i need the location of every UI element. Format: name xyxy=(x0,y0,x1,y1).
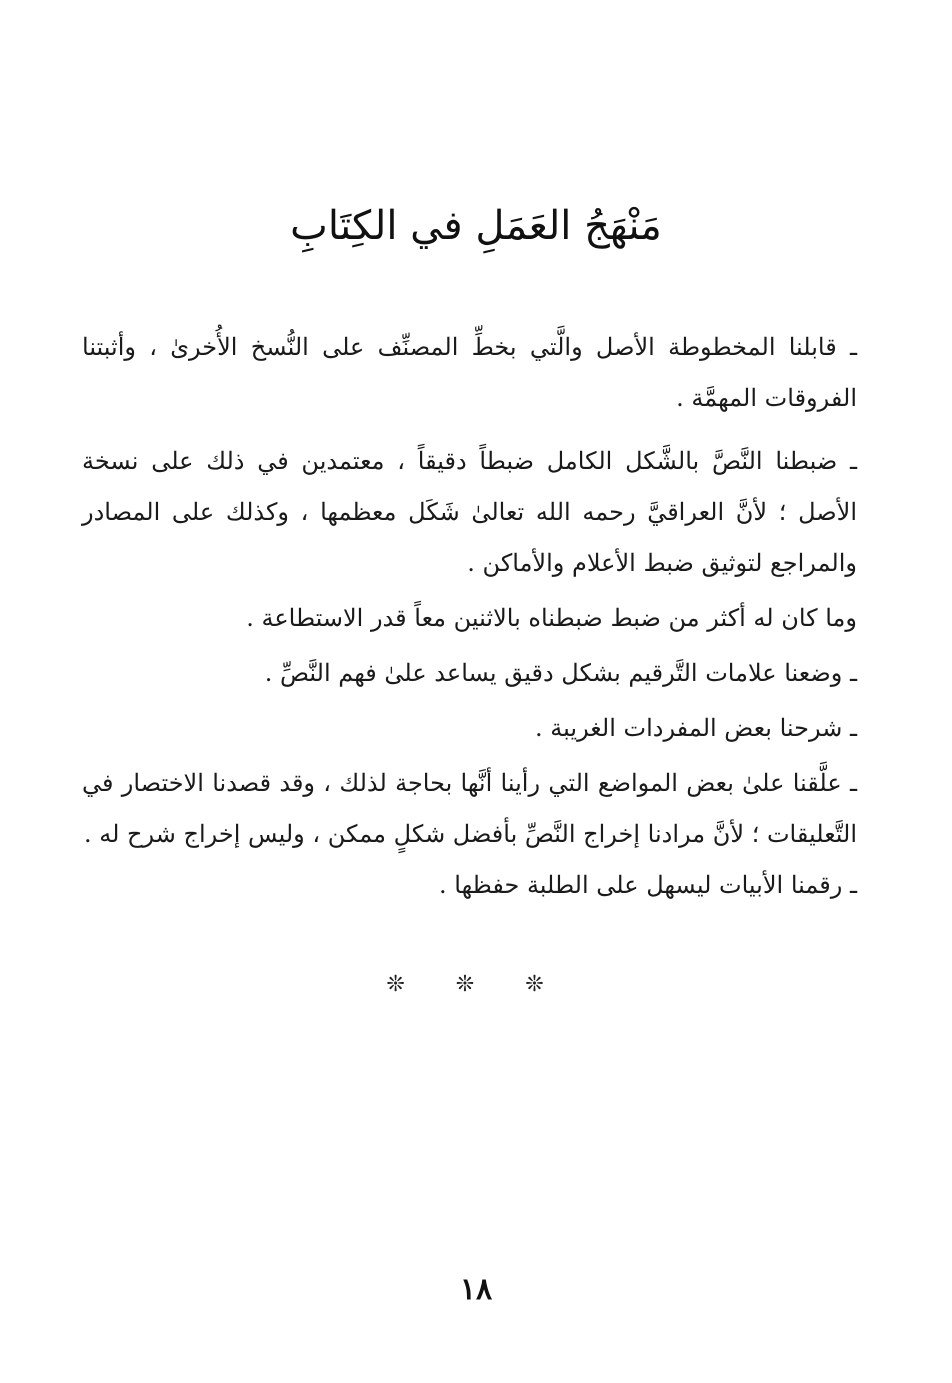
page-number: ١٨ xyxy=(459,1272,493,1307)
paragraph-punctuation: ـ وضعنا علامات التَّرقيم بشكل دقيق يساعد علىٰ فهم النَّصِّ . xyxy=(264,659,857,687)
paragraph-vocabulary: ـ شرحنا بعض المفردات الغريبة . xyxy=(535,714,857,742)
paragraph-verse-numbering: ـ رقمنا الأبيات ليسهل على الطلبة حفظها . xyxy=(439,871,857,899)
paragraph-vocalization: ـ ضبطنا النَّصَّ بالشَّكل الكامل ضبطاً دقيقاً ، معتمدين في ذلك على نسخة الأصل ؛ لأنَّ العراقيَّ رحمه الله تعالىٰ شَكَل معظمها ، وكذلك على المصادر والمراجع لتوثيق ضبط الأعلام والأماكن . xyxy=(82,447,857,577)
body-text xyxy=(82,322,857,911)
paragraph-collation: ـ قابلنا المخطوطة الأصل والَّتي بخطِّ المصنِّف على النُّسخ الأُخرىٰ ، وأثبتنا الفروقات المهمَّة . xyxy=(82,333,857,412)
paragraph-dual-vocalization: وما كان له أكثر من ضبط ضبطناه بالاثنين معاً قدر الاستطاعة . xyxy=(246,604,857,632)
section-separator: ❊ ❊ ❊ xyxy=(386,972,566,997)
section-title: مَنْهَجُ العَمَلِ في الكِتَابِ xyxy=(290,203,662,249)
paragraph-annotations: ـ علَّقنا علىٰ بعض المواضع التي رأينا أنَّها بحاجة لذلك ، وقد قصدنا الاختصار في التَّعليقات ؛ لأنَّ مرادنا إخراج النَّصِّ بأفضل شكلٍ ممكن ، وليس إخراج شرح له . xyxy=(82,769,857,848)
